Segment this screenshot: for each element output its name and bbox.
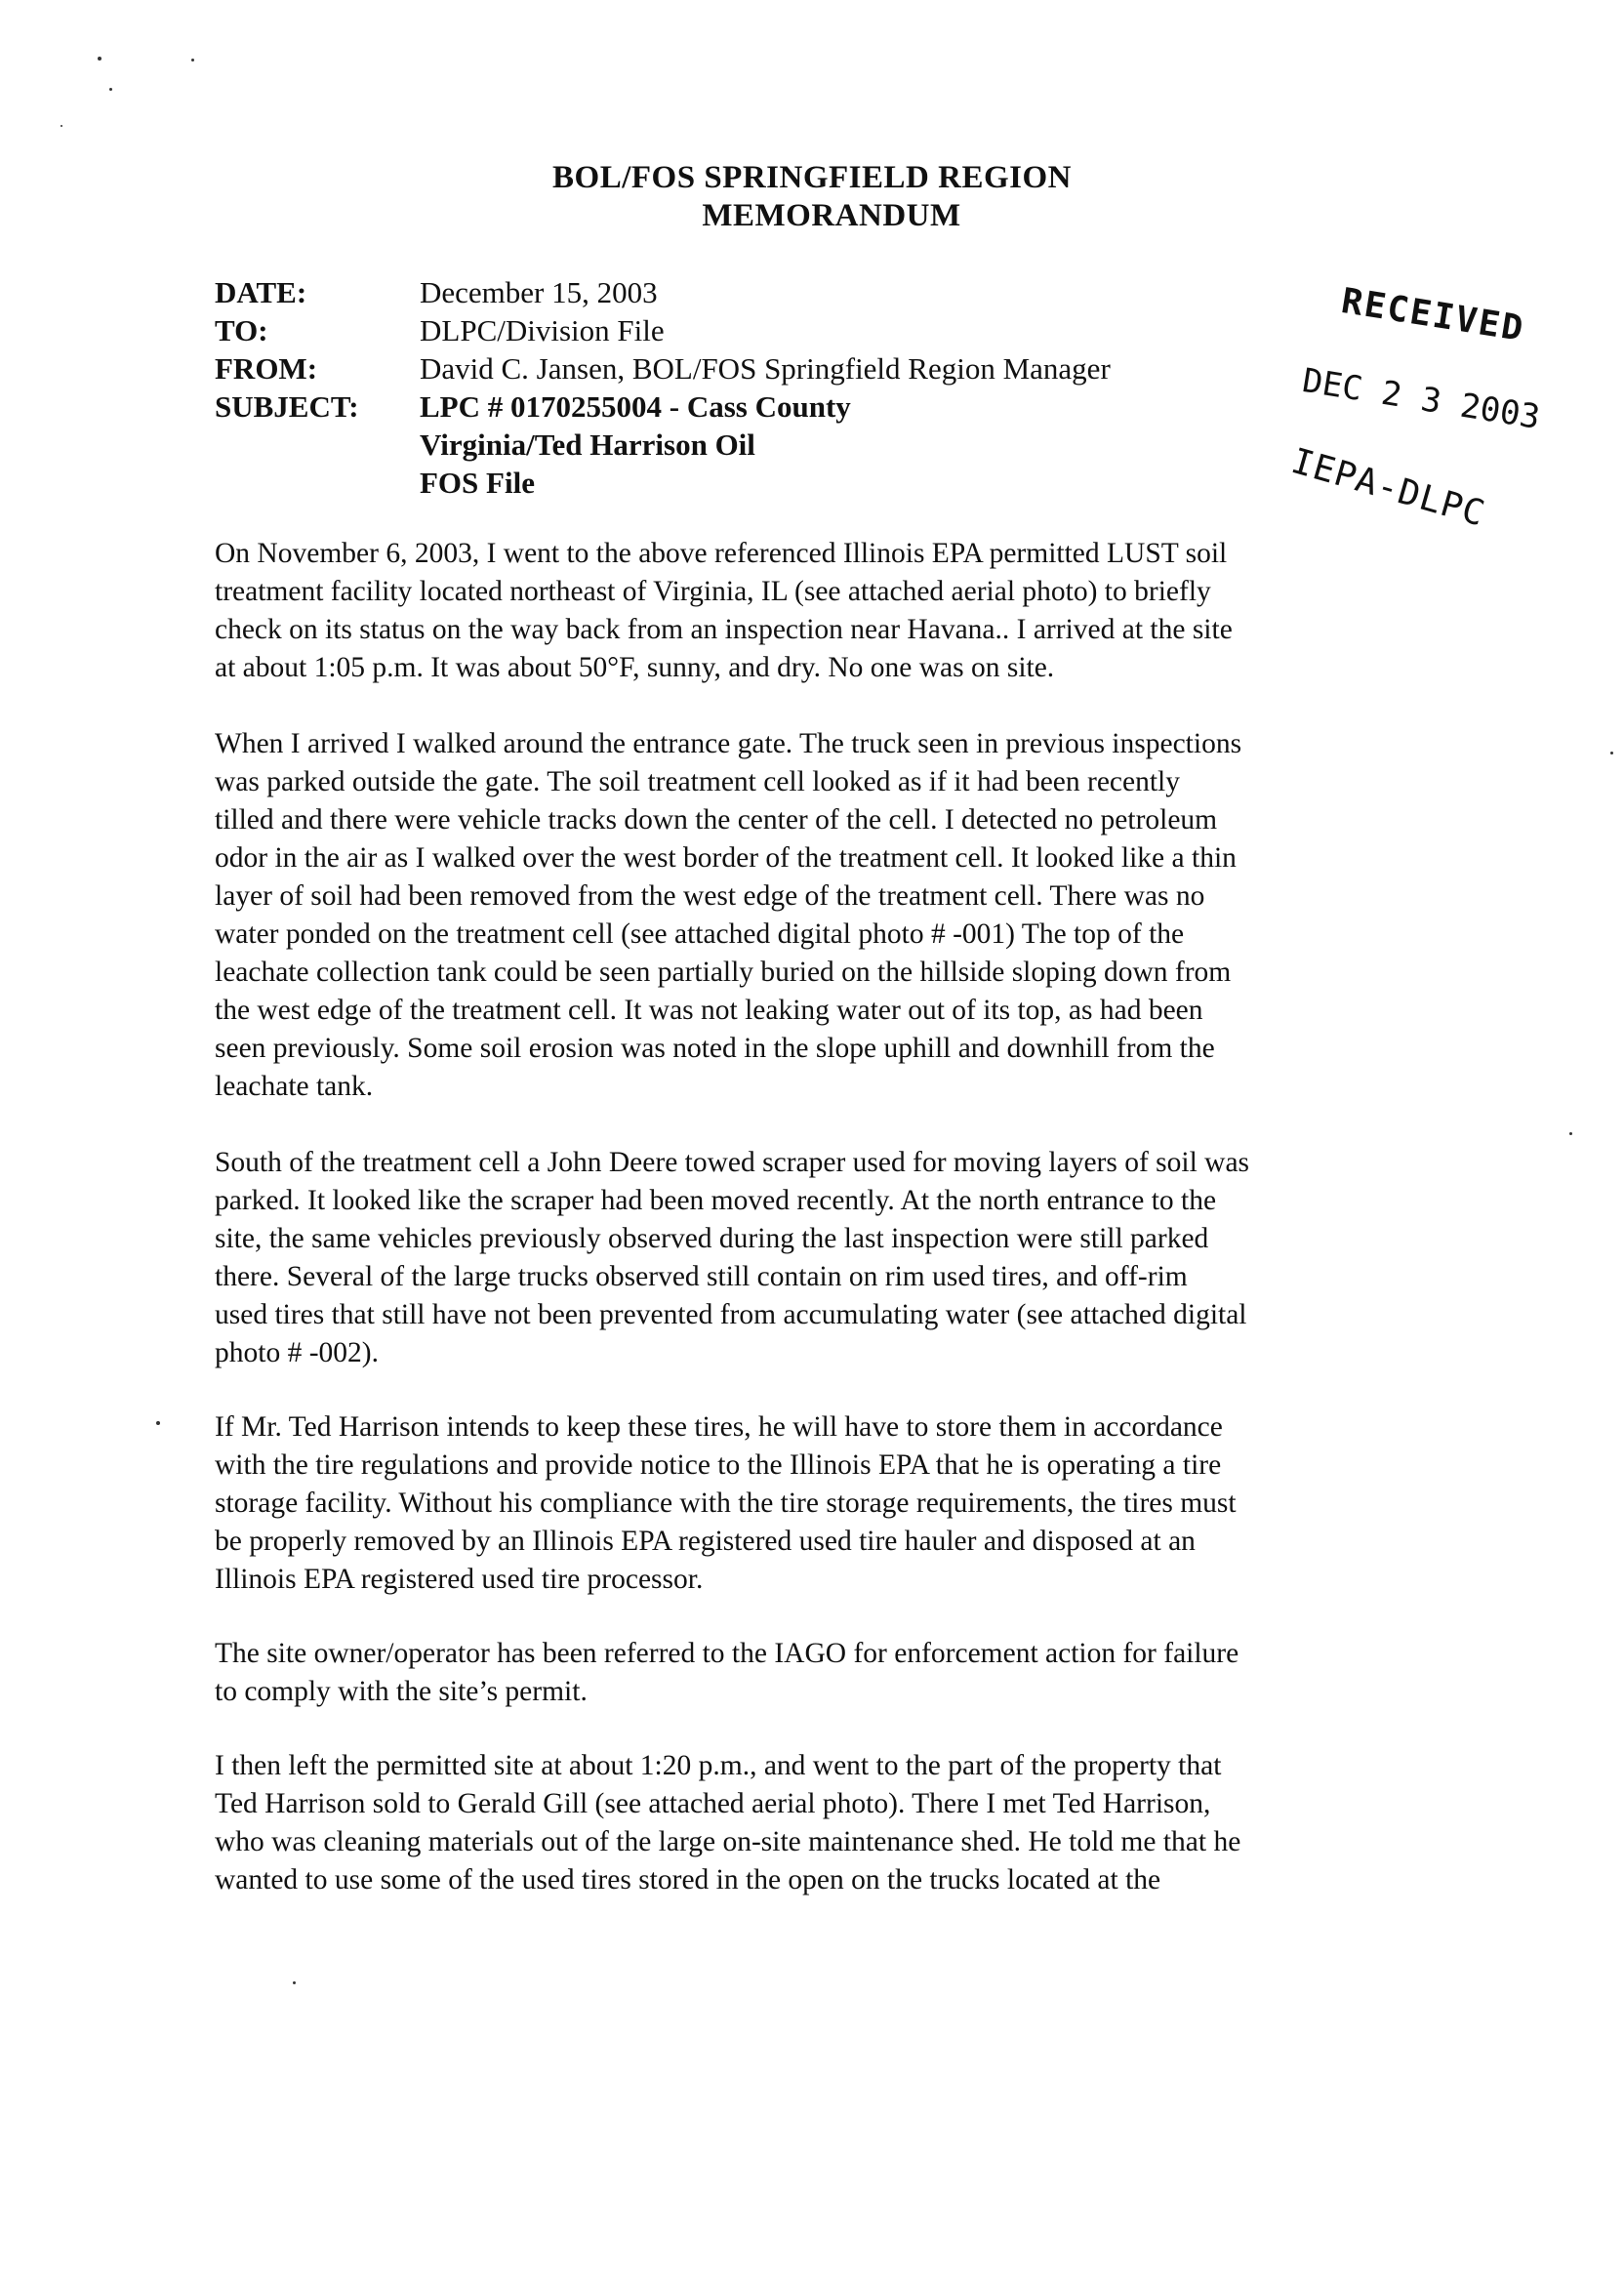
received-stamp-date: DEC 2 3 2003 — [1299, 361, 1543, 437]
scan-speck — [1569, 1132, 1572, 1135]
scan-speck — [191, 59, 194, 61]
memorandum-heading: MEMORANDUM — [702, 198, 961, 233]
paragraph-line: tilled and there were vehicle tracks down the center of the cell. I detected no petroleum — [215, 804, 1218, 835]
paragraph-line: odor in the air as I walked over the west border of the treatment cell. It looked like a thin — [215, 842, 1237, 874]
paragraph-line: there. Several of the large trucks observed still contain on rim used tires, and off-rim — [215, 1261, 1188, 1292]
subject-line-1: LPC # 0170255004 - Cass County — [420, 389, 851, 424]
received-stamp-agency: IEPA-DLPC — [1286, 441, 1490, 535]
paragraph-line: the west edge of the treatment cell. It was not leaking water out of its top, as had been — [215, 995, 1203, 1026]
scan-speck — [61, 125, 62, 127]
paragraph-line: site, the same vehicles previously observed during the last inspection were still parked — [215, 1223, 1209, 1254]
received-stamp: RECEIVED — [1338, 281, 1528, 350]
subject-line-2: Virginia/Ted Harrison Oil — [420, 428, 755, 462]
scan-speck — [98, 57, 102, 61]
paragraph-line: wanted to use some of the used tires stored in the open on the trucks located at the — [215, 1864, 1161, 1895]
region-heading: BOL/FOS SPRINGFIELD REGION — [552, 160, 1072, 195]
scan-speck — [156, 1421, 160, 1425]
paragraph-line: water ponded on the treatment cell (see attached digital photo # -001) The top of the — [215, 918, 1185, 950]
paragraph-line: at about 1:05 p.m. It was about 50°F, sunny, and dry. No one was on site. — [215, 652, 1055, 683]
paragraph-line: who was cleaning materials out of the large on-site maintenance shed. He told me that he — [215, 1826, 1241, 1857]
paragraph-line: When I arrived I walked around the entrance gate. The truck seen in previous inspections — [215, 728, 1242, 759]
to-value: DLPC/Division File — [420, 313, 665, 347]
paragraph-line: storage facility. Without his compliance with the tire storage requirements, the tires must — [215, 1487, 1237, 1519]
paragraph-line: treatment facility located northeast of Virginia, IL (see attached aerial photo) to briefly — [215, 576, 1211, 607]
paragraph-line: be properly removed by an Illinois EPA registered used tire hauler and disposed at an — [215, 1526, 1196, 1557]
paragraph-line: I then left the permitted site at about 1:20 p.m., and went to the part of the property that — [215, 1750, 1222, 1781]
paragraph-line: to comply with the site’s permit. — [215, 1676, 588, 1707]
paragraph-3 — [215, 1144, 1425, 1372]
paragraph-5 — [215, 1635, 1425, 1711]
scan-speck — [293, 1981, 296, 1984]
paragraph-line: layer of soil had been removed from the west edge of the treatment cell. There was no — [215, 880, 1205, 912]
scan-speck — [1610, 752, 1613, 754]
paragraph-6 — [215, 1747, 1425, 1899]
paragraph-line: South of the treatment cell a John Deere towed scraper used for moving layers of soil was — [215, 1147, 1250, 1178]
paragraph-line: Ted Harrison sold to Gerald Gill (see attached aerial photo). There I met Ted Harrison, — [215, 1788, 1211, 1819]
paragraph-line: with the tire regulations and provide notice to the Illinois EPA that he is operating a tire — [215, 1449, 1222, 1481]
paragraph-line: leachate tank. — [215, 1071, 374, 1102]
subject-label: SUBJECT: — [215, 389, 359, 424]
paragraph-line: was parked outside the gate. The soil treatment cell looked as if it had been recently — [215, 766, 1180, 797]
date-value: December 15, 2003 — [420, 275, 658, 309]
date-label: DATE: — [215, 275, 307, 309]
paragraph-line: check on its status on the way back from an inspection near Havana.. I arrived at the site — [215, 614, 1233, 645]
to-label: TO: — [215, 313, 268, 347]
paragraph-1 — [215, 535, 1425, 687]
paragraph-line: leachate collection tank could be seen partially buried on the hillside sloping down from — [215, 957, 1232, 988]
paragraph-2 — [215, 725, 1425, 1106]
subject-line-3: FOS File — [420, 466, 535, 500]
paragraph-line: Illinois EPA registered used tire processor. — [215, 1564, 704, 1595]
paragraph-line: parked. It looked like the scraper had been moved recently. At the north entrance to the — [215, 1185, 1217, 1216]
paragraph-line: photo # -002). — [215, 1337, 379, 1368]
from-label: FROM: — [215, 351, 318, 386]
from-value: David C. Jansen, BOL/FOS Springfield Region Manager — [420, 351, 1111, 386]
paragraph-line: The site owner/operator has been referred to the IAGO for enforcement action for failure — [215, 1638, 1239, 1669]
paragraph-line: If Mr. Ted Harrison intends to keep these tires, he will have to store them in accordance — [215, 1411, 1223, 1443]
paragraph-4 — [215, 1408, 1425, 1599]
paragraph-line: used tires that still have not been prevented from accumulating water (see attached digital — [215, 1299, 1247, 1330]
scan-speck — [109, 88, 112, 91]
paragraph-line: On November 6, 2003, I went to the above referenced Illinois EPA permitted LUST soil — [215, 538, 1228, 569]
paragraph-line: seen previously. Some soil erosion was noted in the slope uphill and downhill from the — [215, 1033, 1215, 1064]
